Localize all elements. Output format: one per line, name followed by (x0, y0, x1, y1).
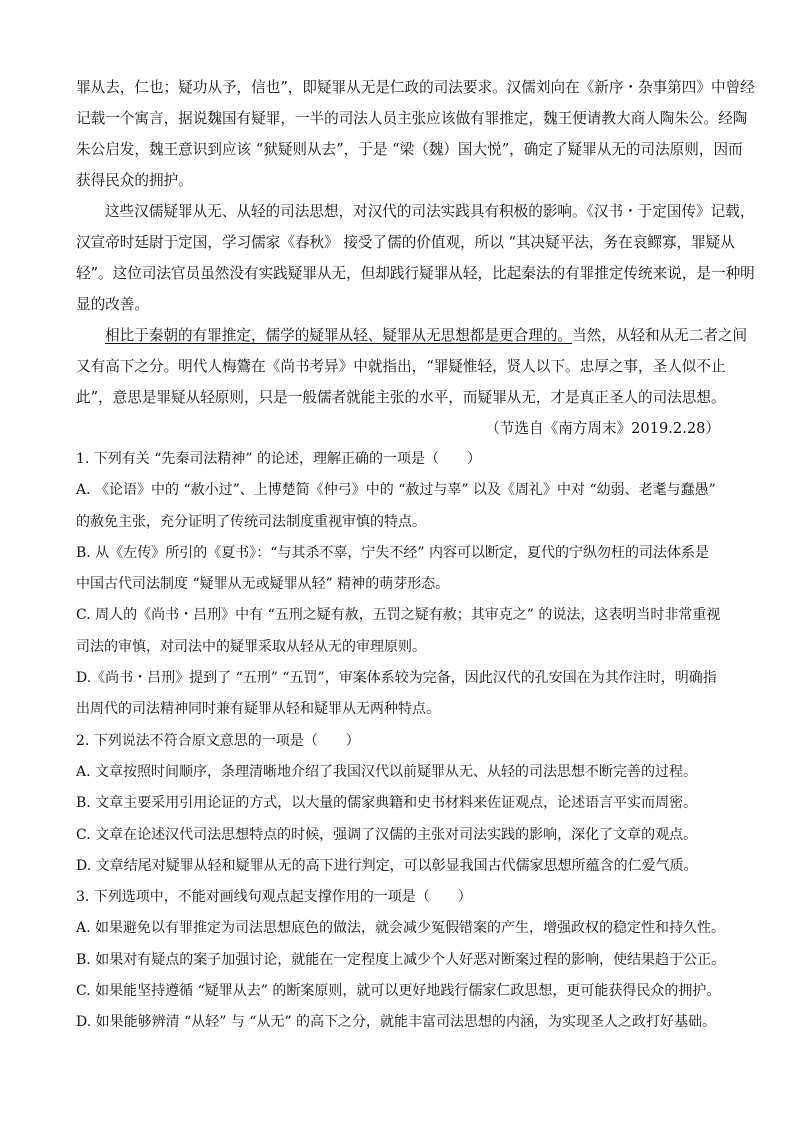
question-stem: 2. 下列说法不符合原文意思的一项是（ ） (76, 732, 360, 749)
option-d: D. 文章结尾对疑罪从轻和疑罪从无的高下进行判定，可以彰显我国古代儒家思想所蕴含的仁爱气质。 (76, 857, 698, 874)
question-1 (76, 444, 726, 726)
text-line: 这些汉儒疑罪从无、从轻的司法思想，对汉代的司法实践具有积极的影响。《汉书・于定国传》记载， (105, 203, 755, 220)
question-3 (76, 882, 726, 1038)
question-2 (76, 726, 726, 882)
text-line: 显的改善。 (76, 296, 149, 313)
underlined-sentence: 相比于秦朝的有罪推定，儒学的疑罪从轻、疑罪从无思想都是更合理的。 (105, 327, 573, 344)
option-d: D.《尚书・吕刑》提到了 “五刑” “五罚”，审案体系较为完备，因此汉代的孔安国在为其作注时，明确指 (76, 670, 717, 687)
source-citation: （节选自《南方周末》2019.2.28） (485, 420, 720, 437)
text-line: 记载一个寓言，据说魏国有疑罪，一半的司法人员主张应该做有罪推定，魏王便请教大商人陶朱公。经陶 (76, 110, 748, 127)
text-span: 当然，从轻和从无二者之间 (572, 327, 748, 344)
question-stem: 3. 下列选项中，不能对画线句观点起支撑作用的一项是（ ） (76, 889, 472, 906)
option-b: B. 如果对有疑点的案子加强讨论，就能在一定程度上减少个人好恶对断案过程的影响，使结果趋于公正。 (76, 951, 726, 968)
option-b: B. 文章主要采用引用论证的方式，以大量的儒家典籍和史书材料来佐证观点，论述语言平实而周密。 (76, 795, 698, 812)
text-line: 罪从去，仁也；疑功从予，信也”，即疑罪从无是仁政的司法要求。汉儒刘向在《新序・杂事第四》中曾经 (76, 79, 755, 96)
document-page (76, 72, 755, 1039)
text-line: 汉宣帝时廷尉于定国，学习儒家《春秋》 接受了儒的价值观，所以 “其决疑平法，务在哀鳏寡，罪疑从 (76, 234, 735, 251)
text-line (76, 320, 748, 351)
option-c-continued: 司法的审慎，对司法中的疑罪采取从轻从无的审理原则。 (76, 638, 426, 655)
text-line: 获得民众的拥护。 (76, 172, 193, 189)
passage-paragraph-3 (76, 320, 748, 413)
text-line: 朱公启发，魏王意识到应该 “狱疑则从去”，于是 “梁（魏）国大悦”，确定了疑罪从无的司法原则，因而 (76, 141, 743, 158)
option-b-continued: 中国古代司法制度 “疑罪从无或疑罪从轻” 精神的萌芽形态。 (76, 576, 450, 593)
option-d: D. 如果能够辨清 “从轻” 与 “从无” 的高下之分，就能丰富司法思想的内涵，为实现圣人之政打好基础。 (76, 1014, 717, 1031)
option-b: B. 从《左传》所引的《夏书》：“与其杀不辜，宁失不经” 内容可以断定，夏代的宁纵勿枉的司法体系是 (76, 544, 709, 561)
option-a: A. 如果避免以有罪推定为司法思想底色的做法，就会减少冤假错案的产生，增强政权的稳定性和持久性。 (76, 920, 726, 937)
option-c: C. 周人的《尚书・吕刑》中有 “五刑之疑有赦，五罚之疑有赦；其审克之” 的说法，这表明当时非常重视 (76, 607, 721, 624)
passage-paragraph-1 (76, 72, 755, 196)
option-a-continued: 的赦免主张，充分证明了传统司法制度重视审慎的特点。 (76, 513, 426, 530)
question-stem: 1. 下列有关 “先秦司法精神” 的论述，理解正确的一项是（ ） (76, 451, 482, 467)
text-line: 此”，意思是罪疑从轻原则，只是一般儒者就能主张的水平，而疑罪从无，才是真正圣人的司法思想。 (76, 389, 726, 406)
passage-paragraph-2 (76, 196, 755, 320)
text-line: 又有高下之分。明代人梅鷟在《尚书考异》中就指出，“罪疑惟轻，贤人以下。忠厚之事，圣人似不止 (76, 358, 726, 375)
option-c: C. 如果能坚持遵循 “疑罪从去” 的断案原则，就可以更好地践行儒家仁政思想，更可能获得民众的拥护。 (76, 983, 721, 1000)
option-d-continued: 出周代的司法精神同时兼有疑罪从轻和疑罪从无两种特点。 (76, 701, 440, 718)
option-a: A. 《论语》中的 “赦小过”、上博楚简《仲弓》中的 “赦过与辜” 以及《周礼》中对 “幼弱、老耄与蠢愚” (76, 482, 716, 499)
text-line: 轻”。这位司法官员虽然没有实践疑罪从无，但却践行疑罪从轻，比起秦法的有罪推定传统来说，是一种明 (76, 265, 755, 282)
option-c: C. 文章在论述汉代司法思想特点的时候，强调了汉儒的主张对司法实践的影响，深化了文章的观点。 (76, 826, 698, 843)
option-a: A. 文章按照时间顺序，条理清晰地介绍了我国汉代以前疑罪从无、从轻的司法思想不断完善的过程。 (76, 763, 698, 780)
